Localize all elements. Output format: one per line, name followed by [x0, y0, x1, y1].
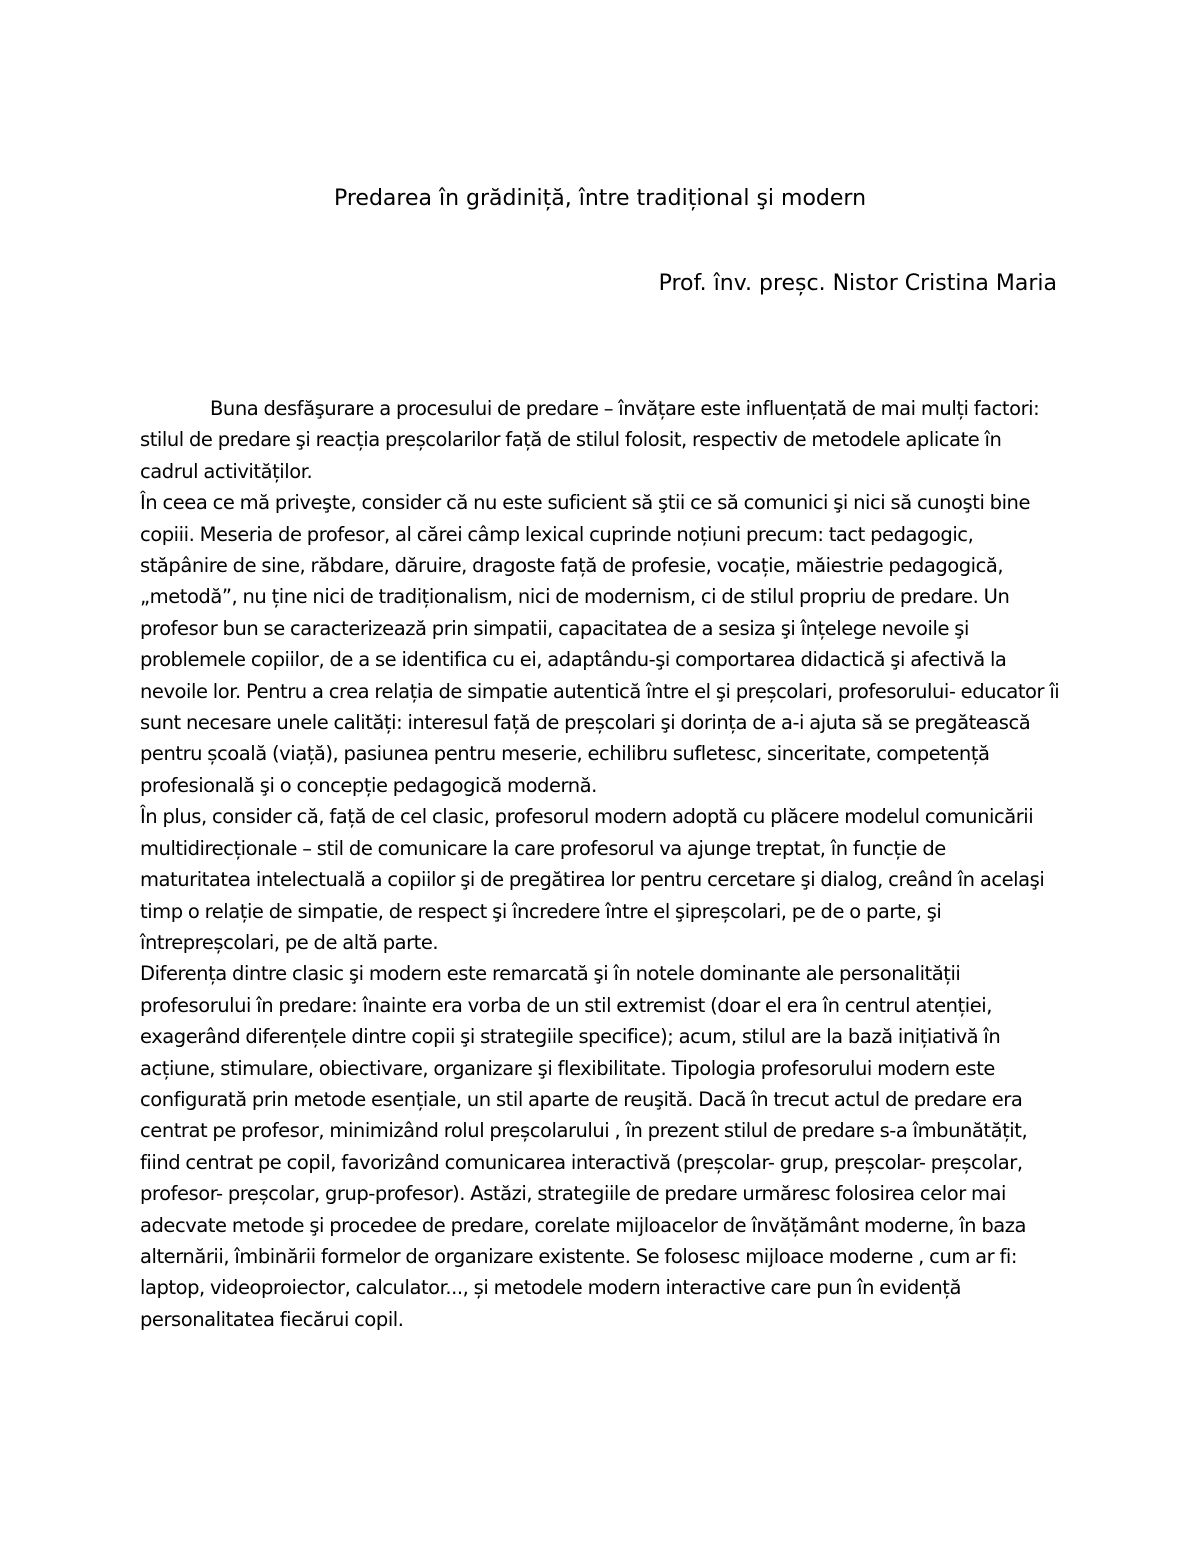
body-paragraph-2: În ceea ce mă priveşte, consider că nu este suficient să ştii ce să comunici şi nici să cunoşti bine copiii. Meseria de profesor, al cărei câmp lexical cuprinde noțiuni precum: tact pedagogic, stăpânire de sine, răbdare, dăruire, dragoste față de profesie, vocație, măiestrie pedagogică, „metodă”, nu ține nici de tradiționalism, nici de modernism, ci de stilul propriu de predare. Un profesor bun se caracterizează prin simpatii, capacitatea de a sesiza şi înțelege nevoile şi problemele copiilor, de a se identifica cu ei, adaptându-şi comportarea didactică şi afectivă la nevoile lor. Pentru a crea relația de simpatie autentică între el şi preșcolari, profesorului- educator îi sunt necesare unele calități: interesul față de preșcolari şi dorința de a-i ajuta să se pregătească pentru școală (viață), pasiunea pentru meserie, echilibru sufletesc, sinceritate, competență profesională şi o concepție pedagogică modernă. — [140, 491, 1060, 797]
document-title: Predarea în grădiniță, între tradițional şi modern — [333, 186, 867, 211]
document-author: Prof. înv. preșc. Nistor Cristina Maria — [658, 271, 1057, 296]
body-paragraph-3: În plus, consider că, față de cel clasic, profesorul modern adoptă cu plăcere modelul comunicării multidirecționale – stil de comunicare la care profesorul va ajunge treptat, în funcție de maturitatea intelectuală a copiilor şi de pregătirea lor pentru cercetare şi dialog, creând în acelaşi timp o relație de simpatie, de respect şi încredere între el şipreșcolari, pe de o parte, şi întrepreșcolari, pe de altă parte. — [140, 805, 1045, 954]
document-body — [140, 393, 1060, 1335]
body-paragraph-1: Buna desfăşurare a procesului de predare – învățare este influențată de mai mulți factori: stilul de predare şi reacția preșcolarilor față de stilul folosit, respectiv de metodele aplicate în cadrul activităților. — [140, 397, 1040, 483]
body-paragraph-4: Diferența dintre clasic şi modern este remarcată şi în notele dominante ale personalității profesorului în predare: înainte era vorba de un stil extremist (doar el era în centrul atenției, exagerând diferențele dintre copii şi strategiile specifice); acum, stilul are la bază inițiativă în acțiune, stimulare, obiectivare, organizare şi flexibilitate. Tipologia profesorului modern este configurată prin metode esențiale, un stil aparte de reuşită. Dacă în trecut actul de predare era centrat pe profesor, minimizând rolul preșcolarului , în prezent stilul de predare s-a îmbunătățit, fiind centrat pe copil, favorizând comunicarea interactivă (preșcolar- grup, preșcolar- preșcolar, profesor- preșcolar, grup-profesor). Astăzi, strategiile de predare urmăresc folosirea celor mai adecvate metode şi procedee de predare, corelate mijloacelor de învățământ moderne, în baza alternării, îmbinării formelor de organizare existente. Se folosesc mijloace moderne , cum ar fi: laptop, videoproiector, calculator..., și metodele modern interactive care pun în evidență personalitatea fiecărui copil. — [140, 962, 1028, 1331]
